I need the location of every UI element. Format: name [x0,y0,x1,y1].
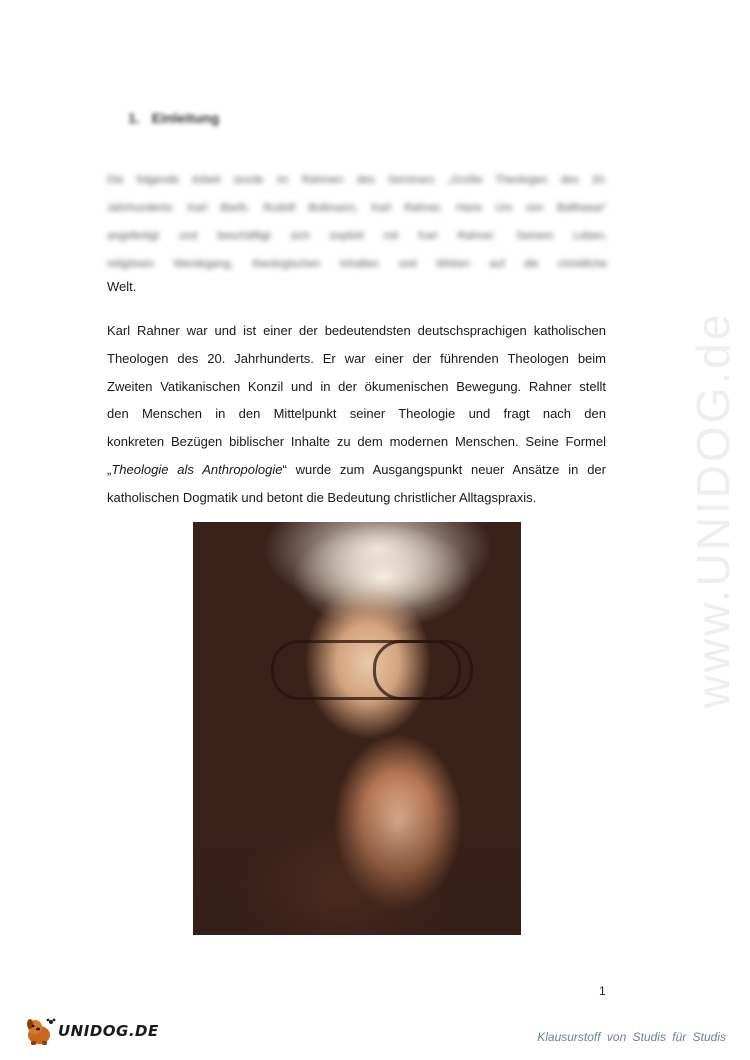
paragraph-line: katholischen Dogmatik und betont die Bedeutung christlicher Alltagspraxis. [107,489,537,505]
paragraph-line: konkreten Bezügen biblischer Inhalte zu dem modernen Menschen. Seine Formel [107,434,606,450]
dog-icon [22,1014,56,1048]
blurred-line: religiösen Werdegang, theologischen Inhalten und Wirken auf die christliche [107,258,607,270]
quote-line-rest: wurde zum Ausgangspunkt neuer Ansätze in der [286,461,606,477]
main-paragraph [107,317,606,512]
footer-tagline: Klausurstoff von Studis für Studis [537,1030,726,1044]
page-number: 1 [599,984,606,998]
blurred-line: Die folgende Arbeit wurde im Rahmen des Seminars „Große Theologen des 20. [107,174,607,186]
paragraph-line: Karl Rahner war und ist einer der bedeutendsten deutschsprachigen katholischen [107,323,606,338]
portrait-photo [193,522,521,935]
paragraph-line-quote [107,456,606,484]
blurred-line: angefertigt und beschäftigt sich explizit mit Karl Rahner. Seinem Leben, [107,230,607,242]
formula-quote: Theologie als Anthropologie [111,461,283,477]
section-title: Einleitung [151,110,220,126]
paragraph-line: Theologen des 20. Jahrhunderts. Er war einer der führenden Theologen beim [107,350,606,366]
intro-last-word: Welt. [107,279,137,294]
paragraph-line: den Menschen in den Mittelpunkt seiner Theologie und fragt nach den [107,406,606,422]
blurred-line: Jahrhunderts: Karl Barth, Rudolf Bultmann, Karl Rahner, Hans Urs von Balthasar“ [107,202,607,214]
quote-open: „ [107,461,112,477]
section-number: 1. [128,110,140,126]
watermark-text: www.UNIDOG.de [687,311,739,709]
blurred-intro-paragraph [107,166,607,278]
photo-bottom-shadow [193,792,521,935]
logo-text: UNIDOG.DE [58,1022,159,1040]
photo-hair-highlight [263,522,493,612]
photo-glasses-right [373,640,473,700]
paragraph-line: Zweiten Vatikanischen Konzil und in der ökumenischen Bewegung. Rahner stellt [107,378,606,394]
unidog-logo[interactable] [22,1014,159,1048]
quote-close: “ [282,461,287,477]
section-heading [128,110,219,126]
